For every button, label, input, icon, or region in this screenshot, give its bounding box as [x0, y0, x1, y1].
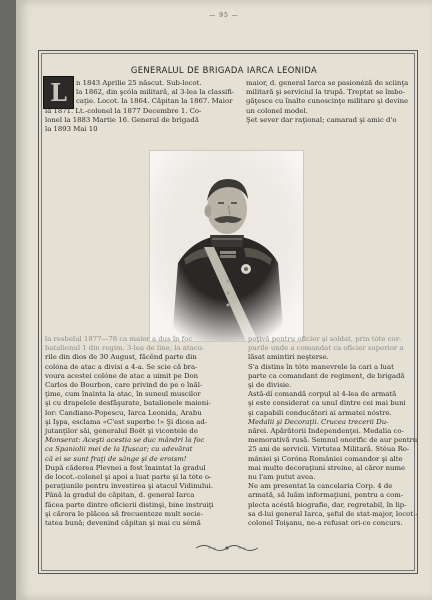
text-line: militară şi serviciul la trupă. Treptat se îmbo-	[246, 88, 405, 97]
text-line: Astă-dí comandă corpul al 4-lea de armată	[248, 390, 397, 399]
text-line: la 1893 Mai 10	[45, 125, 98, 134]
drop-cap	[43, 76, 74, 109]
text-line: la 1862, din şcóla militară, al 3-lea la classifi-	[76, 88, 235, 97]
text-line: memorativă rusă. Semnul onorific de aur pentru	[248, 436, 418, 445]
text-line: Carlos de Bourbon, care privind de pe o înăl-	[45, 381, 203, 390]
text-line: Ne am presentat la cancelaria Corp. 4 de	[248, 482, 393, 491]
text-line: Până la gradul de căpitan, d. general Iarca	[45, 491, 195, 500]
text-line: mai multe decoraţiuni streine, al căror nume	[248, 463, 406, 472]
intro-right-column	[246, 79, 408, 125]
text-line: şi cu drapelele desfăşurate, batalionele maioni-	[45, 399, 211, 408]
text-line: colóna de atac a divisi a 4-a. Se scie că bra-	[45, 362, 198, 371]
text-line: rile din dios de 30 August, făcênd parte din	[45, 353, 197, 362]
text-line: 25 ani de servicii. Virtutea Militară. Stéua Ro-	[248, 445, 410, 454]
text-line: găţesce cu înalte cunoscinţe militare şi devine	[246, 97, 409, 106]
text-line: făcea parte dintre oficierii distinşi, bine instruiţi	[45, 500, 214, 509]
text-line: voura acestei colóne de atac a uimit pe Don	[45, 371, 199, 380]
text-line: purile unde a comandat ca oficier superior a	[248, 344, 404, 353]
text-line: şi Işpa, esclama «C'est superbe !» Şi dicea ad-	[45, 417, 208, 426]
text-line: şi cărora le plăcea să frecuenteze mult socie-	[45, 509, 203, 518]
text-line: un colonel model.	[246, 106, 308, 115]
text-line: S'a distins în tóte manevrele la cari a luat	[248, 362, 394, 371]
text-line: şi este considerat ca unul dintre cei mai buni	[248, 399, 406, 408]
body-left-column	[45, 335, 214, 528]
end-ornament-icon	[194, 543, 260, 553]
drop-cap-letter: L	[50, 78, 67, 107]
text-line: lăsat amintiri neşterse.	[248, 353, 329, 362]
text-line: sa d-lui general Iarca, şeful de stat-major, locot.-	[248, 509, 418, 518]
article-title: GENERALUL DE BRIGADA IARCA LEONIDA	[130, 65, 318, 75]
text-line: peraţiunile pentru investirea şi atacul Vidinului.	[45, 482, 214, 491]
text-line: jutanţilor săi, generalul Boët şi vicontele de	[45, 427, 198, 436]
body-right-column	[248, 335, 418, 528]
text-line: că ei se sunt fraţi de sânge şi de eroism!	[45, 454, 187, 463]
text-line: plecta acéstă biografie, dar, regretabil, în lip-	[248, 500, 407, 509]
text-line: la resbelul 1877—78 ca maior a dus în foc	[45, 335, 193, 343]
text-line: Şet sever dar raţional; camarad şi amic d'o	[246, 115, 397, 124]
text-line: batalionul 1 din regim. 3-lea de line, la atacu-	[45, 344, 205, 353]
text-line: armată, să luăm informaţiuni, pentru a com-	[248, 491, 404, 500]
text-line: lonel la 1883 Martie 16. General de brigadă	[45, 115, 199, 124]
portrait-illustration	[150, 151, 303, 341]
text-line: maior, d. general Iarca se pasionéză de sciinţa	[246, 79, 409, 87]
text-line: ţime, cum înainta la atac, în suneul muscilor	[45, 390, 201, 399]
text-line: ca Spaniolii mei de la Ifuscar; cu adevărat	[45, 445, 193, 454]
text-line: nărei. Apărătorii Independenţei. Medalia co-	[248, 427, 404, 436]
text-line: lor: Candiano-Popescu, Iarca Leonida, Arabu	[45, 408, 202, 417]
page-number: — 95 —	[209, 12, 239, 19]
text-line: la 1871. Lt.-colonel la 1877 Decembre 1. Co-	[45, 106, 202, 115]
text-line: caţie. Locot. la 1864. Căpitan la 1867. Maior	[76, 97, 233, 106]
general-portrait-photo	[149, 150, 304, 342]
text-line: colonel Toişanu, ne-a refusat ori-ce concurs.	[248, 519, 403, 528]
text-line: tatea bună; devenind căpitan şi mai cu sémă	[45, 519, 201, 528]
book-page	[16, 0, 432, 600]
text-line: mâniei şi Coróna României comandor şi alte	[248, 454, 403, 463]
text-line: După căderea Plevnei a fost înaintat la gradul	[45, 463, 206, 472]
intro-left-column	[45, 79, 235, 134]
text-line: şi de divisie.	[248, 381, 292, 390]
text-line: n 1843 Aprilie 25 născut. Sub-locot.	[76, 79, 202, 87]
text-line: poţivă pentru oficier şi soldat, prin tóte cor-	[248, 335, 402, 343]
text-line: parte ca comandant de regiment, de brigadă	[248, 371, 405, 380]
text-line: de locot.-colonel şi apoi a luat parte şi la tóte o-	[45, 473, 212, 482]
text-line: nu l'am putut avea.	[248, 473, 316, 482]
text-line: Medalii şi Decoraţii. Crucea trecerii Du-	[248, 417, 389, 426]
text-line: Monserat: Aceşti acestia se duc mândri la foc	[45, 436, 205, 445]
text-line: şi capabili conducători ai armatei nóstre.	[248, 408, 392, 417]
